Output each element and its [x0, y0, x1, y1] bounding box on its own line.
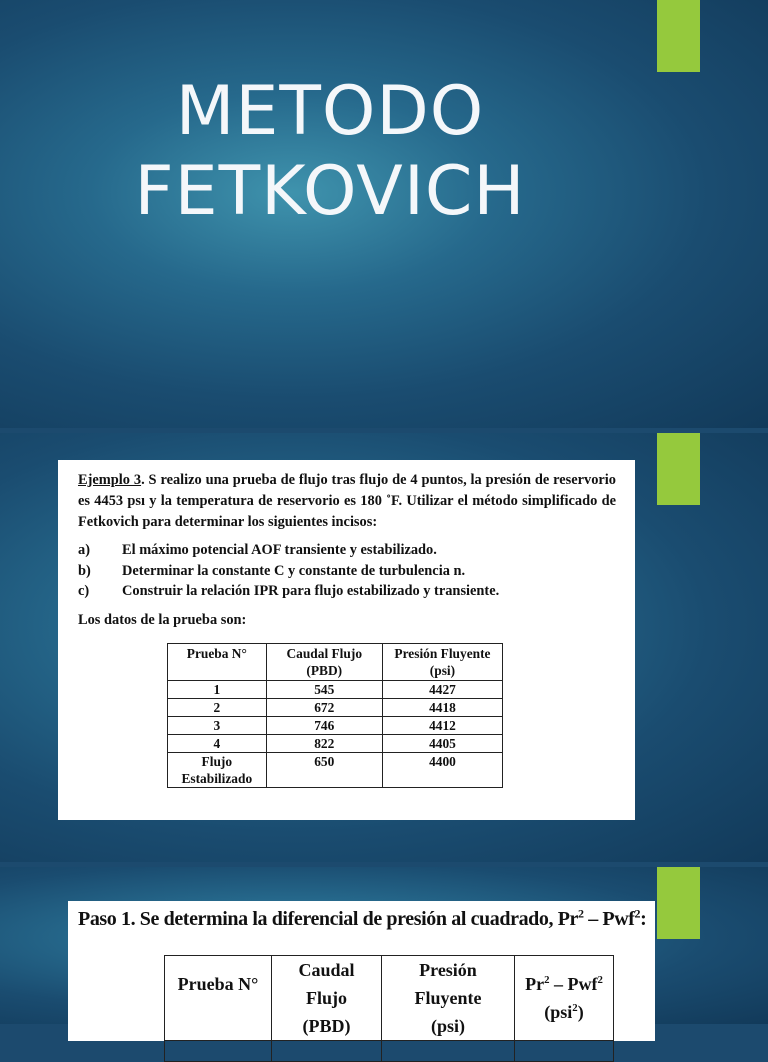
example-paragraph [78, 470, 616, 533]
table-row [168, 717, 503, 735]
table-row [165, 1041, 614, 1062]
header-prueba [165, 956, 272, 1041]
table-row [168, 753, 503, 788]
cell-prueba: 2 [168, 699, 267, 717]
cell-caudal: 650 [266, 753, 382, 788]
item-text: El máximo potencial AOF transiente y estabilizado. [122, 542, 437, 558]
list-item [78, 540, 618, 561]
cell-prueba: 1 [168, 681, 267, 699]
cell-text: Flujo [201, 754, 233, 769]
list-item [78, 561, 618, 582]
item-text: Determinar la constante C y constante de turbulencia n. [122, 562, 466, 579]
header-text: Pr [525, 974, 545, 994]
step-heading [78, 905, 648, 933]
header-text: Caudal Flujo [298, 960, 355, 1008]
list-item [78, 581, 618, 602]
cell-prueba [168, 753, 267, 788]
header-superscript: 2 [544, 974, 550, 986]
title-line-1: METODO [175, 72, 485, 151]
header-unit: (psi [544, 1002, 573, 1022]
example-document [58, 460, 635, 820]
table-cell [382, 1041, 515, 1062]
header-unit: (PBD) [306, 663, 343, 678]
cell-caudal: 672 [266, 699, 382, 717]
example-text: . S realizo una prueba de flujo tras flujo de 4 puntos, la presión de reservorio es 4453 psı y la temperatura de reservorio es 180 ˚F. Utilizar el método simplificado de Fetkovich para determinar los siguientes incisos: [78, 472, 616, 530]
header-caudal [272, 956, 382, 1041]
example-items [78, 540, 618, 602]
header-presion [382, 956, 515, 1041]
step-text: : [640, 908, 647, 930]
cell-presion: 4405 [382, 735, 502, 753]
table-header-row [168, 644, 503, 681]
item-text: Construir la relación IPR para flujo estabilizado y transiente. [122, 583, 500, 599]
header-unit: (PBD) [302, 1016, 351, 1036]
item-marker: a) [78, 542, 90, 558]
header-pressure-diff [515, 956, 614, 1041]
slide-step-1 [0, 867, 768, 1036]
header-prueba [168, 644, 267, 681]
header-text: Prueba N° [177, 974, 259, 994]
table-cell [165, 1041, 272, 1062]
header-text: Presión Fluyente [394, 646, 491, 661]
table-row [168, 681, 503, 699]
slide-example [0, 433, 768, 862]
header-superscript: 2 [597, 974, 603, 986]
table-cell [272, 1041, 382, 1062]
data-label: Los datos de la prueba son: [78, 612, 247, 628]
table-row [168, 735, 503, 753]
cell-prueba: 3 [168, 717, 267, 735]
slide-title [0, 0, 768, 428]
example-label: Ejemplo 3 [78, 472, 142, 488]
accent-bar [657, 867, 700, 939]
header-text: – Pwf [549, 974, 598, 994]
cell-prueba: 4 [168, 735, 267, 753]
test-data-table [167, 643, 503, 788]
cell-presion: 4418 [382, 699, 502, 717]
cell-presion: 4400 [382, 753, 502, 788]
header-text: Presión Fluyente [414, 960, 482, 1008]
table-row [168, 699, 503, 717]
header-unit: ) [577, 1002, 584, 1022]
step-text: – Pwf [583, 908, 635, 930]
accent-bar [657, 0, 700, 72]
item-marker: b) [78, 562, 91, 579]
step-text: Se determina la diferencial de presión al cuadrado, Pr [135, 908, 578, 930]
header-unit: (psi) [429, 663, 456, 678]
accent-bar [657, 433, 700, 505]
table-cell [515, 1041, 614, 1062]
step-table [164, 955, 614, 1062]
title-line-2: FETKOVICH [134, 151, 526, 231]
header-caudal [266, 644, 382, 681]
cell-presion: 4412 [382, 717, 502, 735]
slide-title-text [100, 72, 560, 231]
cell-text: Estabilizado [181, 771, 253, 786]
header-text: Caudal Flujo [286, 646, 363, 661]
cell-caudal: 822 [266, 735, 382, 753]
header-presion [382, 644, 502, 681]
item-marker: c) [78, 583, 90, 599]
step-superscript: 2 [578, 906, 584, 921]
cell-caudal: 545 [266, 681, 382, 699]
table-header-row [165, 956, 614, 1041]
step-document [68, 901, 655, 1041]
cell-caudal: 746 [266, 717, 382, 735]
step-label: Paso 1. [78, 908, 136, 930]
header-text: Prueba N° [186, 646, 247, 661]
step-superscript: 2 [634, 906, 641, 921]
header-unit: (psi) [430, 1016, 465, 1036]
header-superscript: 2 [572, 1002, 578, 1014]
cell-presion: 4427 [382, 681, 502, 699]
